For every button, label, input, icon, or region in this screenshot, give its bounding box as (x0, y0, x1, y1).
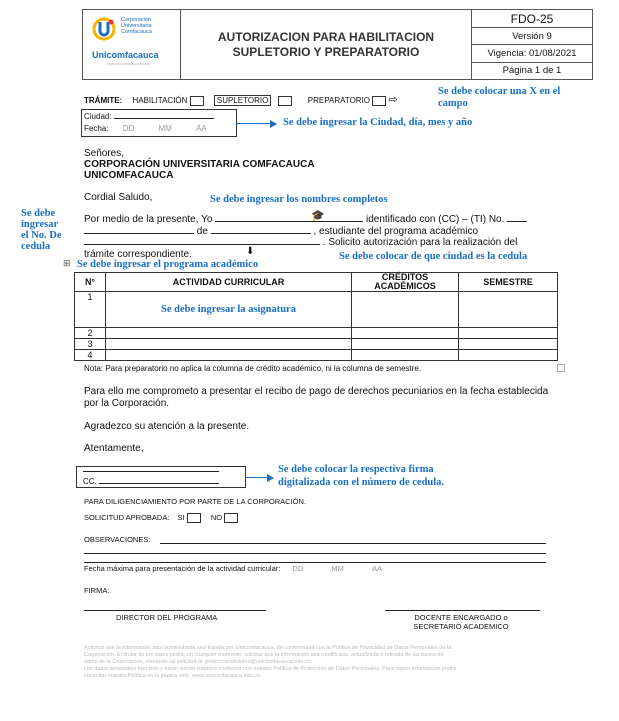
preparatorio-checkbox[interactable] (372, 96, 386, 106)
teacher-signature-line[interactable] (385, 610, 540, 611)
tramite-label: TRÁMITE: (84, 96, 123, 105)
date-year-field[interactable]: AA (196, 124, 207, 133)
location-note: Se debe ingresar la Ciudad, día, mes y año (283, 117, 473, 128)
city-date-box (81, 109, 237, 137)
observations-field-line3[interactable] (84, 562, 546, 563)
semester-cell[interactable] (459, 339, 558, 350)
signature-note: Se debe colocar la respectiva firma digitalizada con el número de cedula. (278, 464, 445, 488)
director-label: DIRECTOR DEL PROGRAMA (116, 613, 218, 622)
semester-cell[interactable] (459, 328, 558, 339)
signature-box[interactable] (76, 466, 246, 488)
approved-no-checkbox[interactable] (224, 513, 238, 523)
deadline-label: Fecha máxima para presentación de la actividad curricular: (84, 564, 281, 573)
id-city-field[interactable] (211, 233, 311, 234)
program-field[interactable] (84, 244, 320, 245)
semester-cell[interactable] (459, 350, 558, 361)
tramite-note: Se debe colocar una X en el campo (438, 86, 561, 109)
deadline-year-field[interactable]: AA (371, 564, 382, 573)
body-line2-a: de (196, 225, 208, 237)
option-habilitacion-label: HABILITACIÓN (132, 96, 188, 105)
table-row (75, 350, 558, 361)
row-number: 2 (75, 328, 106, 339)
option-supletorio-label: SUPLETORIO (214, 95, 271, 106)
col-semester-header: SEMESTRE (459, 273, 558, 292)
signature-label: FIRMA: (84, 586, 110, 595)
thanks-text: Agradezco su atención a la presente. (84, 421, 250, 432)
program-note: Se debe ingresar el programa académico (77, 259, 259, 270)
credits-cell[interactable] (352, 328, 459, 339)
document-title: AUTORIZACION PARA HABILITACION SUPLETORIO Y PREPARATORIO (181, 10, 472, 80)
signature-line (83, 471, 219, 472)
subject-note: Se debe ingresar la asignatura (161, 304, 296, 315)
graduate-cap-icon: 🎓 (311, 210, 325, 222)
semester-cell[interactable] (459, 292, 558, 328)
no-label: NO (210, 513, 223, 522)
body-line3-b: . Solicito autorización para la realización del (322, 237, 518, 248)
date-label: Fecha: (84, 124, 109, 133)
activity-cell[interactable] (106, 350, 352, 361)
table-row (75, 292, 558, 328)
university-logo-icon (91, 16, 117, 42)
commitment-text: Para ello me comprometo a presentar el recibo de pago de derechos pecuniarios en la fecha establecida por la Corporación. (84, 386, 549, 409)
activities-table (74, 272, 558, 361)
director-signature-line[interactable] (84, 610, 266, 611)
activity-cell[interactable] (106, 339, 352, 350)
header-table (82, 9, 593, 80)
credits-cell[interactable] (352, 339, 459, 350)
id-number-field[interactable] (507, 221, 527, 222)
closing-text: Atentamente, (84, 443, 144, 454)
credits-cell[interactable] (352, 350, 459, 361)
table-row (75, 328, 558, 339)
col-number-header: N° (75, 273, 106, 292)
deadline-day-field[interactable]: DD (292, 564, 304, 573)
document-version: Versión 9 (472, 28, 593, 45)
id-city-note: Se debe colocar de que ciudad es la cedula (339, 251, 528, 262)
teacher-label: DOCENTE ENCARGADO o SECRETARIO ACADEMICO (413, 613, 509, 631)
deadline-month-field[interactable]: MM (331, 564, 344, 573)
tramite-row (84, 93, 398, 106)
city-label: Ciudad: (84, 112, 112, 121)
approved-yes-checkbox[interactable] (187, 513, 201, 523)
body-line4: trámite correspondiente. (84, 248, 192, 260)
date-month-field[interactable]: MM (158, 124, 172, 133)
arrow-down-icon: ⬇ (246, 246, 255, 257)
body-line1-b: identificado con (CC) – (TI) No. (366, 214, 505, 225)
privacy-footer: Autorizo que la información aquí suministrada sea tratada por Unicomfacauca, de conformidad con la Política de Privacidad de Datos Personales de la Corporación. El titular de los datos podrá, en cualquier momento, solicitar que la información sea modificada, actualizada o retirada de las bases de datos de la Corporación, elevando tal solicitud al: protecciondedatos@unicomfacauca.edu.co. Los datos personales han sido y están siendo tratados conforme con nuestra Política de Protección de Datos Personales. Para mayor información podrá consultar nuestra Política en la página web: www.unicomfacauca.edu.co. (84, 645, 457, 679)
row-number: 3 (75, 339, 106, 350)
option-preparatorio-label: PREPARATORIO (307, 96, 371, 105)
date-day-field[interactable]: DD (122, 124, 135, 133)
names-note: Se debe ingresar los nombres completos (210, 194, 388, 205)
body-line2-b: , estudiante del programa académico (313, 225, 479, 237)
observations-field[interactable] (160, 543, 546, 544)
logo-brand: Unicomfacauca (92, 50, 159, 60)
salutation: Cordial Saludo, (84, 192, 153, 203)
credits-cell[interactable] (352, 292, 459, 328)
approval-row (84, 513, 238, 523)
arrow-icon (236, 123, 276, 124)
row-number: 1 (75, 292, 106, 328)
recipient-greeting: Señores, (84, 148, 125, 159)
logo-tagline: www.unicomfacauca.edu.co (107, 62, 151, 66)
document-page: Página 1 de 1 (472, 62, 593, 79)
yes-label: SI (177, 513, 185, 522)
id-number-field-continued[interactable] (84, 233, 194, 234)
col-activity-header: ACTIVIDAD CURRICULAR (106, 273, 352, 292)
arrow-right-icon: ⇨ (388, 94, 398, 106)
deadline-row (84, 564, 382, 573)
document-code: FDO-25 (472, 10, 593, 28)
col-credits-header: CRÉDITOS ACADÉMICOS (352, 273, 459, 292)
approved-label: SOLICITUD APROBADA: (84, 513, 170, 522)
supletorio-checkbox[interactable] (278, 96, 292, 106)
resize-handle-icon[interactable] (557, 364, 565, 372)
move-handle-icon[interactable]: ⊞ (63, 258, 71, 268)
arrow-icon (245, 477, 273, 478)
logo-cell (83, 10, 181, 80)
activity-cell[interactable] (106, 328, 352, 339)
habilitacion-checkbox[interactable] (190, 96, 204, 106)
observations-label: OBSERVACIONES: (84, 535, 151, 544)
observations-field-line2[interactable] (84, 553, 546, 554)
recipient-block (84, 148, 315, 181)
city-field[interactable] (114, 118, 214, 119)
document-validity: Vigencia: 01/08/2021 (472, 45, 593, 62)
recipient-line2: UNICOMFACAUCA (84, 170, 174, 181)
recipient-line1: CORPORACIÓN UNIVERSITARIA COMFACAUCA (84, 159, 315, 170)
id-note: Se debe ingresar el No. De cedula (21, 208, 62, 252)
corp-heading: PARA DILIGENCIAMIENTO POR PARTE DE LA CORPORACIÓN. (84, 497, 306, 506)
body-line1-a: Por medio de la presente, Yo (84, 214, 213, 225)
activity-cell[interactable] (106, 292, 352, 328)
cc-label: CC. (83, 477, 97, 486)
table-footnote: Nota: Para preparatorio no aplica la columna de crédito académico, ni la columna de semestre. (84, 364, 422, 373)
logo-text: Corporación Universitaria Comfacauca (121, 17, 152, 35)
row-number: 4 (75, 350, 106, 361)
table-row (75, 339, 558, 350)
cc-field[interactable] (99, 483, 219, 484)
full-name-field[interactable] (215, 221, 363, 222)
